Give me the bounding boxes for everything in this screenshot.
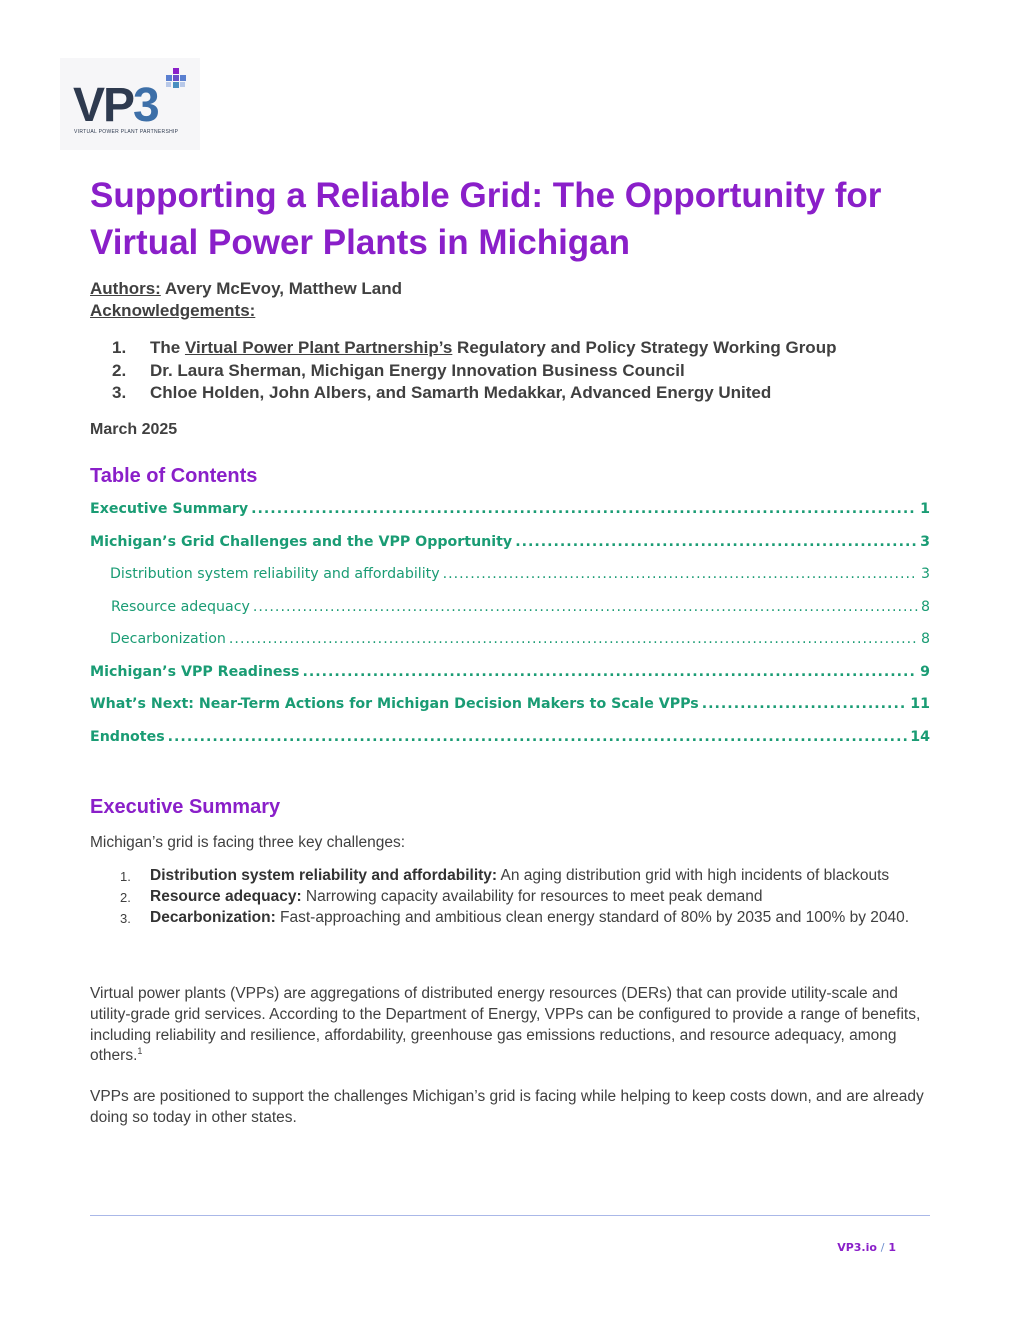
footer-page-number: 1 [888,1241,896,1254]
challenges-list [120,866,930,928]
toc-entry-decarbonization[interactable]: Decarbonization ..... 8 [110,631,930,653]
vp3-partnership-link[interactable]: Virtual Power Plant Partnership’s [184,338,453,357]
challenge-item: 1. Distribution system reliability and affordability: An aging distribution grid with high incidents of blackouts [120,867,890,884]
publication-date: March 2025 [90,421,178,438]
logo-tagline: VIRTUAL POWER PLANT PARTNERSHIP [74,129,179,135]
authors-line [90,278,402,300]
vpp-definition-paragraph: Virtual power plants (VPPs) are aggregations of distributed energy resources (DERs) that can provide utility-scale and utility-grade grid services. According to the Department of Energy, VPPs can be configured to provide a range of benefits, including reliability and resilience, affordability, greenhouse gas emissions reductions, and resource adequacy, among others.$^1$ [90,985,921,1065]
ack-item: 1. The Virtual Power Plant Partnership’s Regulatory and Policy Strategy Working Group [112,338,837,357]
footer-divider [90,1215,930,1216]
footer-site: VP3.io [837,1241,877,1254]
logo-wordmark: VP3 [73,79,158,132]
challenge-item: 3. Decarbonization: Fast-approaching and ambitious clean energy standard of 80% by 2035 and 100% by 2040. [120,908,910,926]
toc-entry-grid-challenges[interactable]: Michigan’s Grid Challenges and the VPP Opportunity ..... 3 [90,534,930,556]
challenge-item: 2. Resource adequacy: Narrowing capacity availability for resources to meet peak demand [120,887,763,905]
document-title: Supporting a Reliable Grid: The Opportunity for Virtual Power Plants in Michigan [90,176,882,262]
toc-entry-executive-summary[interactable]: Executive Summary ..... 1 [90,501,930,523]
vpp-support-paragraph: VPPs are positioned to support the challenges Michigan’s grid is facing while helping to keep costs down, and are already doing so today in other states. [90,1088,924,1126]
footnote-ref[interactable]: 1 [137,1046,143,1057]
ack-item: 2. Dr. Laura Sherman, Michigan Energy Innovation Business Council [112,360,685,380]
toc-entry-distribution-reliability[interactable]: Distribution system reliability and affordability ..... 3 [110,566,930,588]
authors-label: Authors: [90,279,161,298]
toc-entry-whats-next[interactable]: What’s Next: Near-Term Actions for Michigan Decision Makers to Scale VPPs ..... 11 [90,696,930,718]
acknowledgements-list [112,337,836,405]
toc-entry-endnotes[interactable]: Endnotes ..... 14 [90,729,930,751]
toc-heading: Table of Contents [90,465,258,487]
toc-entry-resource-adequacy[interactable]: Resource adequacy ..... 8 [111,599,930,621]
executive-summary-heading: Executive Summary [90,796,281,818]
toc-entry-vpp-readiness[interactable]: Michigan’s VPP Readiness ..... 9 [90,664,930,686]
plus-grid-icon [164,68,190,94]
vp3-logo [60,58,200,150]
page-footer: VP3.io / 1 [837,1241,896,1254]
challenges-intro: Michigan’s grid is facing three key challenges: [90,834,406,851]
acknowledgements-label: Acknowledgements: [90,301,256,320]
authors-names: Avery McEvoy, Matthew Land [164,279,403,298]
ack-item: 3. Chloe Holden, John Albers, and Samarth Medakkar, Advanced Energy United [112,383,772,402]
